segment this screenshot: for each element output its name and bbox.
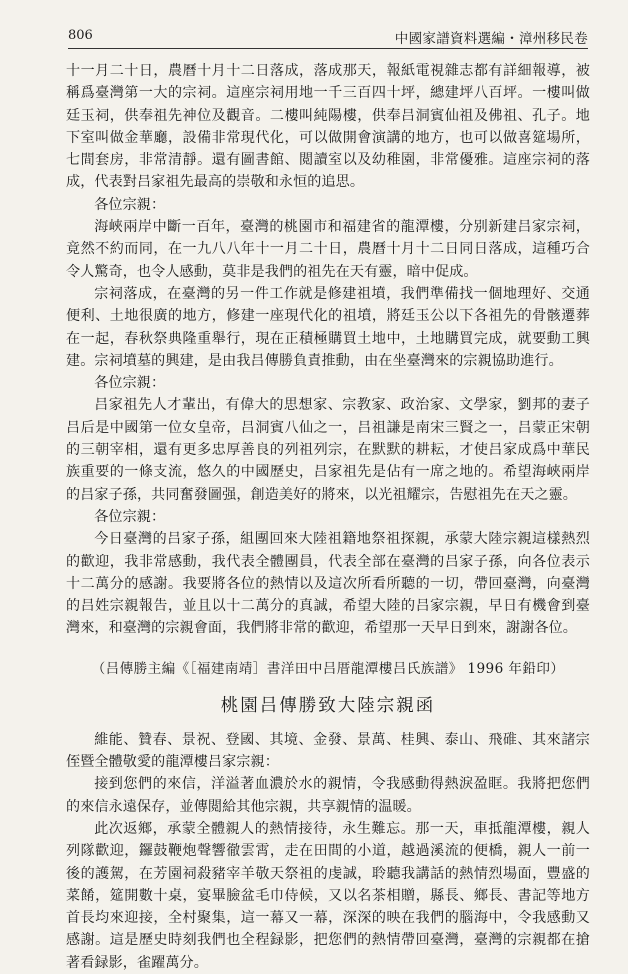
running-header [68, 26, 588, 49]
paragraph-q3: 此次返鄉，承蒙全體親人的熱情接待，永生難忘。那一天，車抵龍潭樓，親人列隊歡迎，鑼鼓鞭炮聲響徹雲霄，走在田間的小道，越過溪流的便橋，親人一前一後的護駕，在芳園祠殺豬宰羊敬天祭祖的虔誠，聆聽我講話的熱情烈場面，豐盛的菜餚，筵開數十桌，宴畢臉盆毛巾侍候，又以名茶相贈，縣長、鄉長、書記等地方首長均來迎接，全村聚集，這一幕又一幕，深深的映在我們的腦海中，令我感動又感謝。這是歷史時刻我們也全程録影，把您們的熱情帶回臺灣，臺灣的宗親都在搶著看録影，雀躍萬分。 [66, 820, 590, 971]
paragraph-q2: 接到您們的來信，洋溢著血濃於水的親情，令我感動得熱淚盈眶。我將把您們的來信永遠保存，並傳閲給其他宗親，共享親情的温暖。 [66, 776, 590, 815]
source-citation: （吕傳勝主編《［福建南靖］書洋田中吕厝龍潭樓吕氏族譜》 1996 年鉛印） [91, 660, 565, 677]
page-body [66, 60, 590, 974]
paragraph-q1: 維能、贊春、景祝、登國、其境、金發、景萬、桂興、泰山、飛碓、其來諸宗侄暨全體敬愛的龍潭樓吕家宗親： [66, 731, 590, 771]
letter-body-top [66, 60, 590, 640]
section-title: 桃園吕傳勝致大陸宗親函 [220, 695, 436, 716]
paragraph-p8: 今日臺灣的吕家子孫，組團回來大陸祖籍地祭祖探親，承蒙大陸宗親這樣熱烈的歡迎，我非常感動，我代表全體團員，代表全部在臺灣的吕家子孫，向各位表示十二萬分的感謝。我要將各位的熱情以及這次所看所聽的一切，帶回臺灣，向臺灣的吕姓宗親報告，並且以十二萬分的真誠，希望大陸的吕家宗親，早日有機會到臺灣來，和臺灣的宗親會面，我們將非常的歡迎，希望那一天早日到來，謝謝各位。 [66, 531, 590, 637]
book-title: 中國家譜資料選編・漳州移民卷 [394, 31, 588, 47]
paragraph-p5: 各位宗親： [94, 375, 166, 392]
paragraph-p7: 各位宗親： [94, 508, 166, 525]
paragraph-p3: 海峽兩岸中斷一百年，臺灣的桃園市和福建省的龍潭樓，分别新建吕家宗祠，竟然不約而同，在一九八八年十一月二十日，農曆十月十二日同日落成，這種巧合令人驚奇，也令人感動，莫非是我們的祖先在天有靈，暗中促成。 [66, 219, 590, 280]
page-number: 806 [68, 28, 93, 43]
paragraph-p4: 宗祠落成，在臺灣的另一件工作就是修建祖墳，我們準備找一個地理好、交通便利、土地很廣的地方，修建一座現代化的祖墳，將廷玉公以下各祖先的骨骸遷葬在一起，春秋祭典隆重舉行，現在正積極購買土地中，土地購買完成，就要動工興建。宗祠墳墓的興建，是由我吕傳勝負責推動，由在坐臺灣來的宗親協助進行。 [66, 285, 590, 369]
paragraph-p1: 十一月二十日，農曆十月十二日落成，落成那天，報紙電視雜志都有詳細報導，被稱爲臺灣第一大的宗祠。這座宗祠用地一千三百四十坪，總建坪八百坪。一樓叫做廷玉祠，供奉祖先神位及觀音。二樓叫純陽樓，供奉吕洞賓仙祖及佛祖、孔子。地下室叫做金華廳，設備非常現代化，可以做開會演講的地方，也可以做喜筵場所，七間套房，非常清靜。還有圖書館、閲讀室以及幼稚園，非常優雅。這座宗祠的落成，代表對吕家祖先最高的崇敬和永恒的追思。 [66, 63, 590, 191]
letter-body-bottom [66, 729, 590, 974]
paragraph-p6: 吕家祖先人才輩出，有偉大的思想家、宗教家、政治家、文學家，劉邦的妻子吕后是中國第一位女皇帝，吕洞賓八仙之一，吕祖謙是南宋三賢之一，吕蒙正宋朝的三朝宰相，還有更多忠厚善良的列祖列宗，在默默的耕耘，才使吕家成爲中華民族重要的一條支流，悠久的中國歷史，吕家祖先是佔有一席之地的。希望海峽兩岸的吕家子孫，共同奮發圖强，創造美好的將來，以光祖耀宗，告慰祖先在天之靈。 [66, 397, 590, 503]
paragraph-p2: 各位宗親： [94, 196, 166, 213]
